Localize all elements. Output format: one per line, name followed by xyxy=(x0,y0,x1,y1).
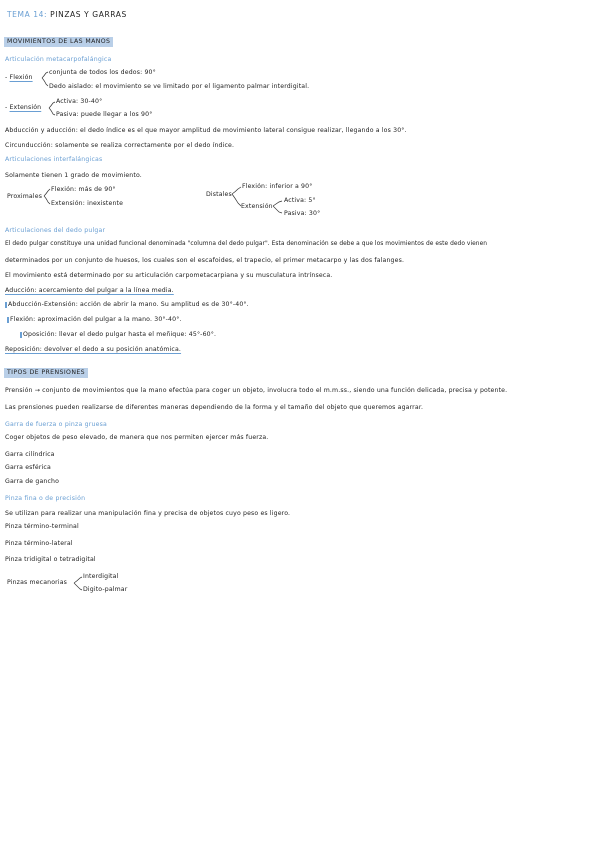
subheading-pulgar: Articulaciones del dedo pulgar xyxy=(5,227,106,234)
mecanorias-digito-palmar: Digito-palmar xyxy=(83,586,128,593)
subheading-garra: Garra de fuerza o pinza gruesa xyxy=(5,421,108,428)
pinzas-mecanorias-label: Pinzas mecanorias xyxy=(7,579,68,586)
extension-pasiva: Pasiva: puede llegar a los 90° xyxy=(56,111,153,118)
distales-flexion: Flexión: inferior a 90° xyxy=(242,183,313,190)
subheading-interfalangicas: Articulaciones interfalángicas xyxy=(5,156,103,163)
bracket-extension-distal xyxy=(273,201,282,213)
flexion-label: - Flexión xyxy=(5,74,33,81)
section-heading-movimientos: MOVIMIENTOS DE LAS MANOS xyxy=(4,37,113,47)
bracket-distales xyxy=(232,187,241,206)
flexion-aislado: Dedo aislado: el movimiento se ve limitado por el ligamento palmar interdigital. xyxy=(49,83,310,90)
title-prefix: TEMA 14: xyxy=(7,10,48,19)
garra-cilindrica: Garra cilíndrica xyxy=(5,451,55,458)
circunduccion: Circunducción: solamente se realiza correctamente por el dedo índice. xyxy=(5,142,235,149)
proximales-flexion: Flexión: más de 90° xyxy=(51,186,116,193)
garra-descripcion: Coger objetos de peso elevado, de manera que nos permiten ejercer más fuerza. xyxy=(5,434,269,441)
extension-label: - Extensión xyxy=(5,104,42,111)
title-main: PINZAS Y GARRAS xyxy=(50,10,127,19)
bracket-flexion xyxy=(42,72,48,86)
extension-activa: Activa: 30-40° xyxy=(56,98,103,105)
pulgar-oposicion: Oposición: llevar el dedo pulgar hasta el meñique: 45°-60°. xyxy=(20,332,216,338)
pulgar-abduccion-extension: Abducción-Extensión: acción de abrir la mano. Su amplitud es de 30°-40°. xyxy=(5,302,249,308)
distales-pasiva: Pasiva: 30° xyxy=(284,210,321,217)
pinza-descripcion: Se utilizan para realizar una manipulación fina y precisa de objetos cuyo peso es ligero. xyxy=(5,510,291,517)
pinza-tridigital: Pinza tridigital o tetradigital xyxy=(5,556,96,563)
garra-gancho: Garra de gancho xyxy=(5,478,60,485)
pulgar-reposicion: Reposición: devolver el dedo a su posición anatómica. xyxy=(5,346,182,353)
prensiones-maneras: Las prensiones pueden realizarse de diferentes maneras dependiendo de la forma y el tamaño del objeto que queremos agarrar. xyxy=(5,404,424,411)
pinza-termino-lateral: Pinza término-lateral xyxy=(5,540,73,547)
grado-movimiento: Solamente tienen 1 grado de movimiento. xyxy=(5,172,142,179)
flexion-conjunta: conjunta de todos los dedos: 90° xyxy=(49,69,156,76)
bracket-extension xyxy=(49,102,55,115)
distales-extension-label: Extensión xyxy=(241,203,273,210)
pulgar-parrafo-2: determinados por un conjunto de huesos, los cuales son el escafoides, el trapecio, el primer metacarpo y las dos falanges. xyxy=(5,257,405,264)
garra-esferica: Garra esférica xyxy=(5,464,51,471)
pulgar-flexion: Flexión: aproximación del pulgar a la mano. 30°-40°. xyxy=(7,317,182,323)
proximales-extension: Extensión: inexistente xyxy=(51,200,124,207)
bracket-proximales xyxy=(44,189,50,204)
proximales-label: Proximales xyxy=(7,193,43,200)
distales-activa: Activa: 5° xyxy=(284,197,316,204)
pulgar-parrafo-1: El dedo pulgar constituye una unidad funcional denominada "columna del dedo pulgar". Esta denominación se debe a que los movimientos de este dedo vienen xyxy=(5,241,488,247)
abduccion-aduccion: Abducción y aducción: el dedo índice es el que mayor amplitud de movimiento lateral consigue realizar, llegando a los 30°. xyxy=(5,127,407,134)
mecanorias-interdigital: Interdigital xyxy=(83,573,119,580)
subheading-pinza: Pinza fina o de precisión xyxy=(5,495,86,502)
pinza-termino-terminal: Pinza término-terminal xyxy=(5,523,79,530)
prension-definicion: Prensión → conjunto de movimientos que la mano efectúa para coger un objeto, involucra todo el m.m.ss., siendo una función delicada, precisa y potente. xyxy=(5,387,508,394)
section-heading-prensiones: TIPOS DE PRENSIONES xyxy=(4,368,88,378)
page-title xyxy=(7,11,127,19)
subheading-metacarpofalangica: Articulación metacarpofalángica xyxy=(5,56,112,63)
distales-label: Distales xyxy=(206,191,232,198)
bracket-mecanorias xyxy=(74,577,82,590)
pulgar-aduccion: Aducción: acercamiento del pulgar a la línea media. xyxy=(5,287,174,294)
pulgar-parrafo-3: El movimiento está determinado por su articulación carpometacarpiana y su musculatura intrínseca. xyxy=(5,272,333,279)
